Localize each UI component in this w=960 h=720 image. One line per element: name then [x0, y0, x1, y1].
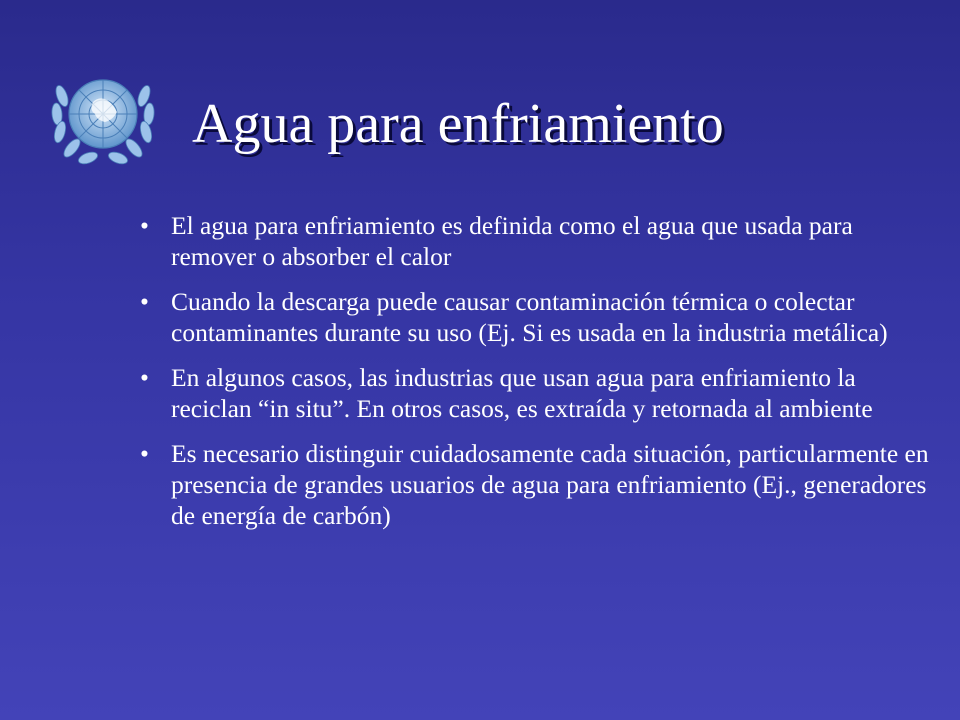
bullet-item	[140, 286, 940, 348]
slide-title: Agua para enfriamiento	[192, 93, 724, 155]
un-emblem-icon	[48, 66, 158, 166]
bullet-list	[140, 210, 940, 545]
bullet-text: El agua para enfriamiento es definida como el agua que usada para remover o absorber el calor	[171, 211, 853, 271]
bullet-item	[140, 362, 940, 424]
bullet-text: En algunos casos, las industrias que usan agua para enfriamiento la reciclan “in situ”. En otros casos, es extraída y retornada al ambiente	[171, 363, 873, 423]
bullet-marker: •	[140, 211, 149, 240]
bullet-text: Es necesario distinguir cuidadosamente cada situación, particularmente en presencia de grandes usuarios de agua para enfriamiento (Ej., generadores de energía de carbón)	[171, 439, 929, 530]
bullet-marker: •	[140, 363, 149, 392]
bullet-marker: •	[140, 439, 149, 468]
bullet-text: Cuando la descarga puede causar contaminación térmica o colectar contaminantes durante su uso (Ej. Si es usada en la industria metálica)	[171, 287, 888, 347]
bullet-item	[140, 438, 940, 531]
bullet-marker: •	[140, 287, 149, 316]
bullet-item	[140, 210, 940, 272]
